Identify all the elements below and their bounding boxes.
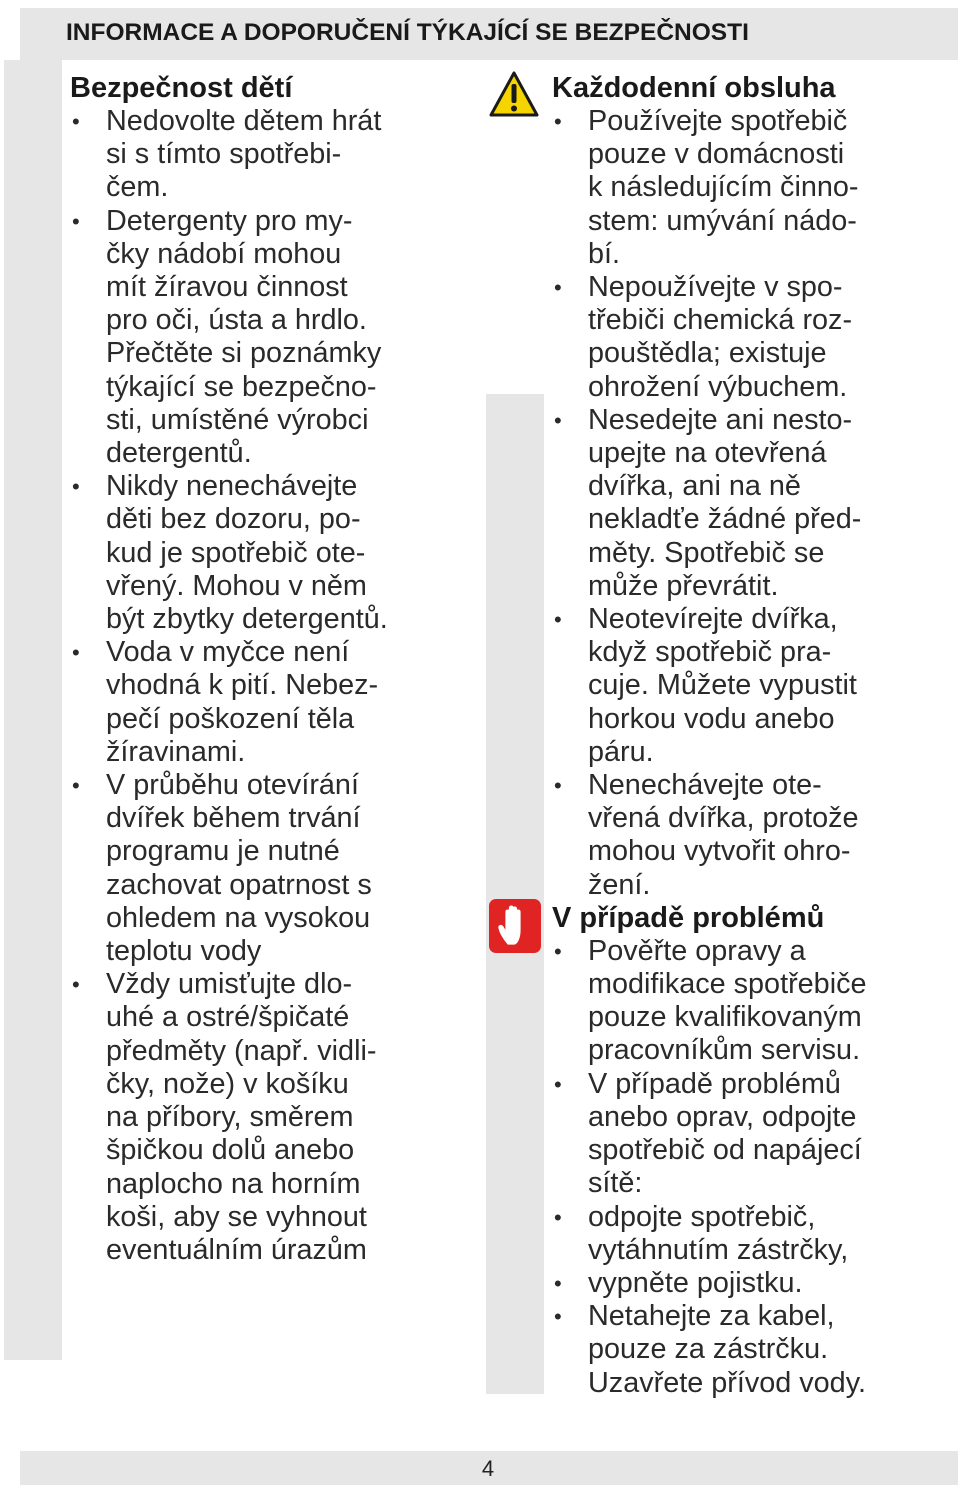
section-title-troubleshooting: V případě problémů	[552, 901, 825, 934]
troubleshooting-list	[552, 935, 956, 1400]
troubleshooting-section	[552, 902, 956, 1400]
list-item: • Nepoužívejte v spo- třebiči chemická roz- pouštědla; existuje ohrožení výbuchem.	[554, 271, 853, 403]
bullet-icon: •	[72, 208, 80, 234]
list-item: • Detergenty pro my- čky nádobí mohou mít žíravou činnost pro oči, ústa a hrdlo. Přečtěte si poznámky týkající se bezpečno- sti, umístěné výrobci detergentů.	[72, 204, 382, 470]
bullet-icon: •	[554, 773, 562, 799]
stop-hand-icon	[488, 898, 542, 954]
daily-operation-list	[552, 105, 956, 902]
child-safety-list	[70, 105, 480, 1267]
child-safety-section	[70, 72, 480, 1267]
page-number: 4	[481, 1456, 495, 1481]
list-item: • Používejte spotřebič pouze v domácnosti k následujícím činno- stem: umývání nádo- bí.	[554, 105, 859, 270]
list-item: • Netahejte za kabel, pouze za zástrčku. Uzavřete přívod vody.	[554, 1300, 866, 1399]
bullet-icon: •	[554, 607, 562, 633]
bullet-icon: •	[554, 1204, 562, 1230]
list-item: • Nikdy nenechávejte děti bez dozoru, po- kud je spotřebič ote- vřený. Mohou v něm být zbytky detergentů.	[72, 470, 388, 636]
list-item: • Neotevírejte dvířka, když spotřebič pra- cuje. Můžete vypustit horkou vodu anebo páru.	[554, 603, 857, 768]
right-icon-band	[486, 394, 544, 1394]
section-title-child-safety: Bezpečnost dětí	[70, 72, 293, 104]
bullet-icon: •	[72, 109, 80, 134]
bullet-icon: •	[72, 474, 80, 500]
daily-operation-section	[552, 72, 956, 902]
right-column	[552, 72, 956, 1400]
list-item: • Voda v myčce není vhodná k pití. Nebez- pečí poškození těla žíravinami.	[72, 636, 379, 768]
left-margin-band	[4, 60, 62, 1360]
list-item: • Nenechávejte ote- vřená dvířka, protože mohou vytvořit ohro- žení.	[554, 769, 859, 901]
bullet-icon: •	[554, 1304, 562, 1330]
page-title: INFORMACE A DOPORUČENÍ TÝKAJÍCÍ SE BEZPEČNOSTI	[66, 19, 749, 46]
list-item: • Nedovolte dětem hrát si s tímto spotřebi- čem.	[72, 105, 382, 204]
bullet-icon: •	[72, 640, 80, 666]
list-item: • V průběhu otevírání dvířek během trvání programu je nutné zachovat opatrnost s ohledem na vysokou teplotu vody	[72, 769, 372, 968]
bullet-icon: •	[554, 275, 562, 301]
bullet-icon: •	[554, 109, 562, 134]
list-item: • Pověřte opravy a modifikace spotřebiče pouze kvalifikovaným pracovníkům servisu.	[554, 934, 867, 1067]
list-item: • vypněte pojistku.	[554, 1266, 803, 1299]
bullet-icon: •	[554, 1071, 562, 1097]
bullet-icon: •	[72, 773, 80, 799]
bullet-icon: •	[554, 407, 562, 433]
section-title-daily-operation: Každodenní obsluha	[552, 72, 836, 104]
bullet-icon: •	[72, 972, 80, 998]
list-item: • odpojte spotřebič, vytáhnutím zástrčky,	[554, 1200, 849, 1266]
warning-triangle-icon	[489, 70, 539, 118]
bullet-icon: •	[554, 1270, 562, 1296]
bullet-icon: •	[554, 938, 562, 964]
list-item: • Vždy umisťujte dlo- uhé a ostré/špičaté předměty (např. vidli- čky, nože) v košíku na příbory, směrem špičkou dolů anebo naplocho na horním koši, aby se vyhnout eventuálním úrazům	[72, 968, 377, 1266]
list-item: • V případě problémů anebo oprav, odpojte spotřebič od napájecí sítě:	[554, 1067, 862, 1200]
list-item: • Nesedejte ani nesto- upejte na otevřená dvířka, ani na ně nekladťe žádné před- měty. Spotřebič se může převrátit.	[554, 403, 862, 602]
